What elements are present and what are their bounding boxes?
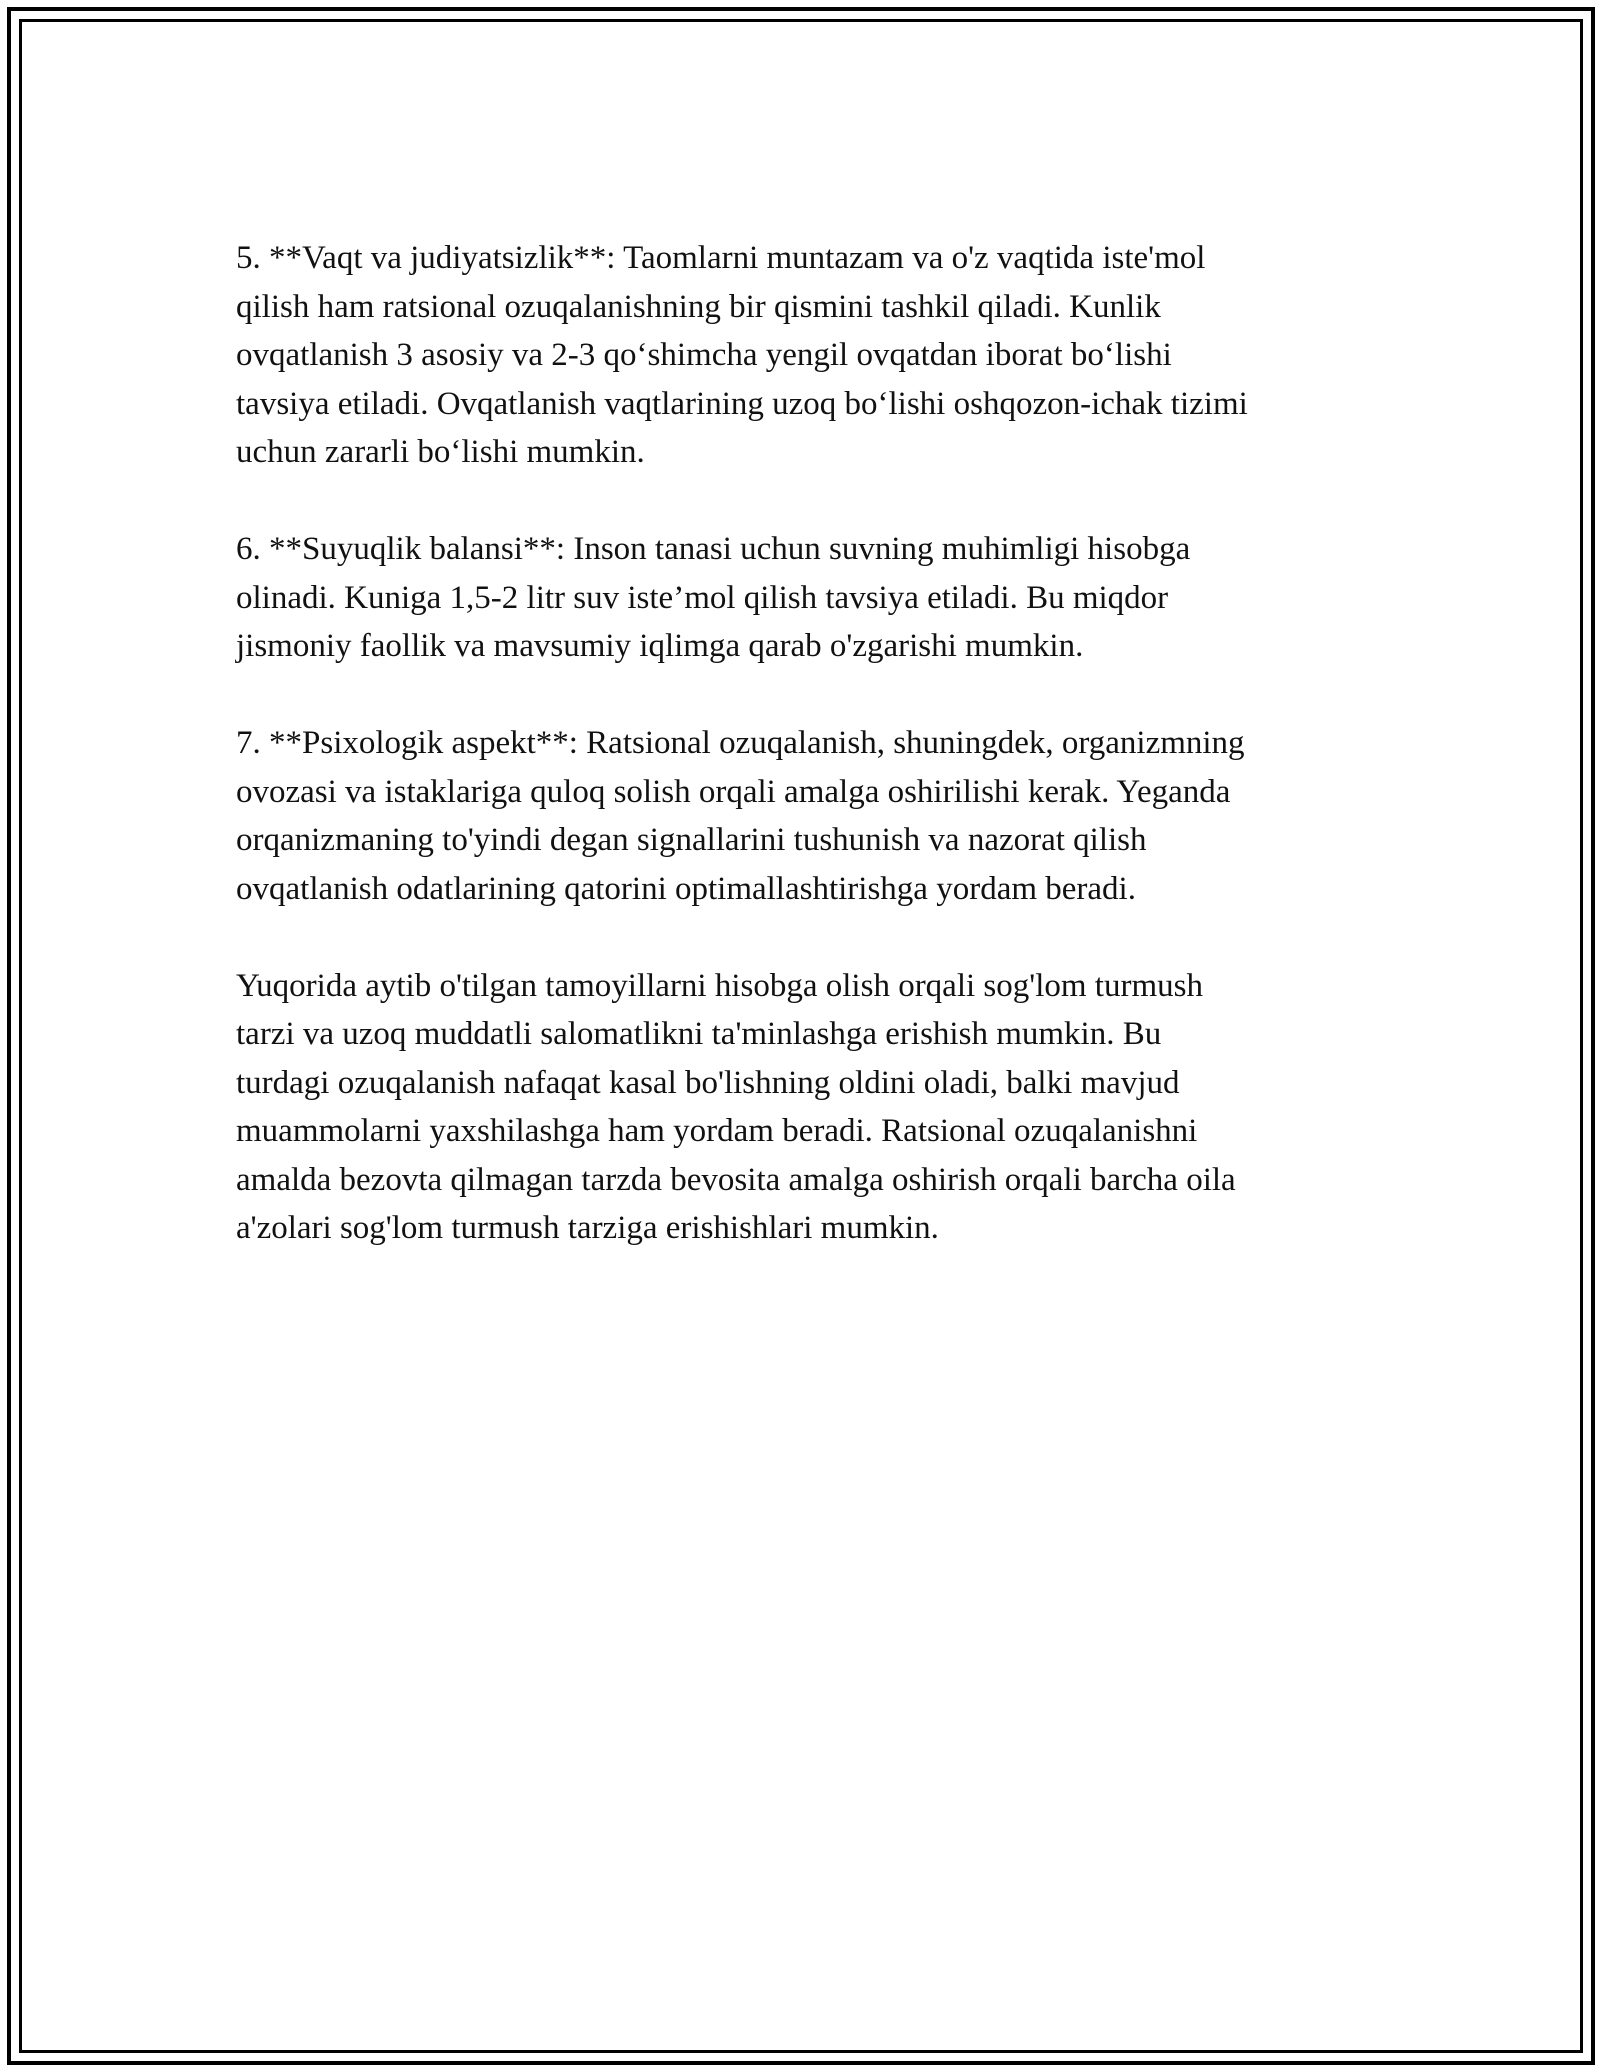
paragraph-conclusion: Yuqorida aytib o'tilgan tamoyillarni hisobga olish orqali sog'lom turmush tarzi va uzoq muddatli salomatlikni ta'minlashga erishish mumkin. Bu turdagi ozuqalanish nafaqat kasal bo'lishning oldini oladi, balki mavjud muammolarni yaxshilashga ham yordam beradi. Ratsional ozuqalanishni amalda bezovta qilmagan tarzda bevosita amalga oshirish orqali barcha oila a'zolari sog'lom turmush tarziga erishishlari mumkin.: [236, 967, 1236, 1246]
paragraph-meal-timing: 5. **Vaqt va judiyatsizlik**: Taomlarni muntazam va o'z vaqtida iste'mol qilish ham ratsional ozuqalanishning bir qismini tashkil qiladi. Kunlik ovqatlanish 3 asosiy va 2-3 qo‘shimcha yengil ovqatdan iborat bo‘lishi tavsiya etiladi. Ovqatlanish vaqtlarining uzoq bo‘lishi oshqozon-ichak tizimi uchun zararli bo‘lishi mumkin.: [236, 240, 1248, 470]
paragraph-fluid-balance: 6. **Suyuqlik balansi**: Inson tanasi uchun suvning muhimligi hisobga olinadi. Kuniga 1,5-2 litr suv iste’mol qilish tavsiya etiladi. Bu miqdor jismoniy faollik va mavsumiy iqlimga qarab o'zgarishi mumkin.: [236, 531, 1191, 664]
paragraph-psychological-aspect: 7. **Psixologik aspekt**: Ratsional ozuqalanish, shuningdek, organizmning ovozasi va istaklariga quloq solish orqali amalga oshirilishi kerak. Yeganda orqanizmaning to'yindi degan signallarini tushunish va nazorat qilish ovqatlanish odatlarining qatorini optimallashtirishga yordam beradi.: [236, 725, 1245, 907]
document-body: [236, 234, 1371, 1301]
